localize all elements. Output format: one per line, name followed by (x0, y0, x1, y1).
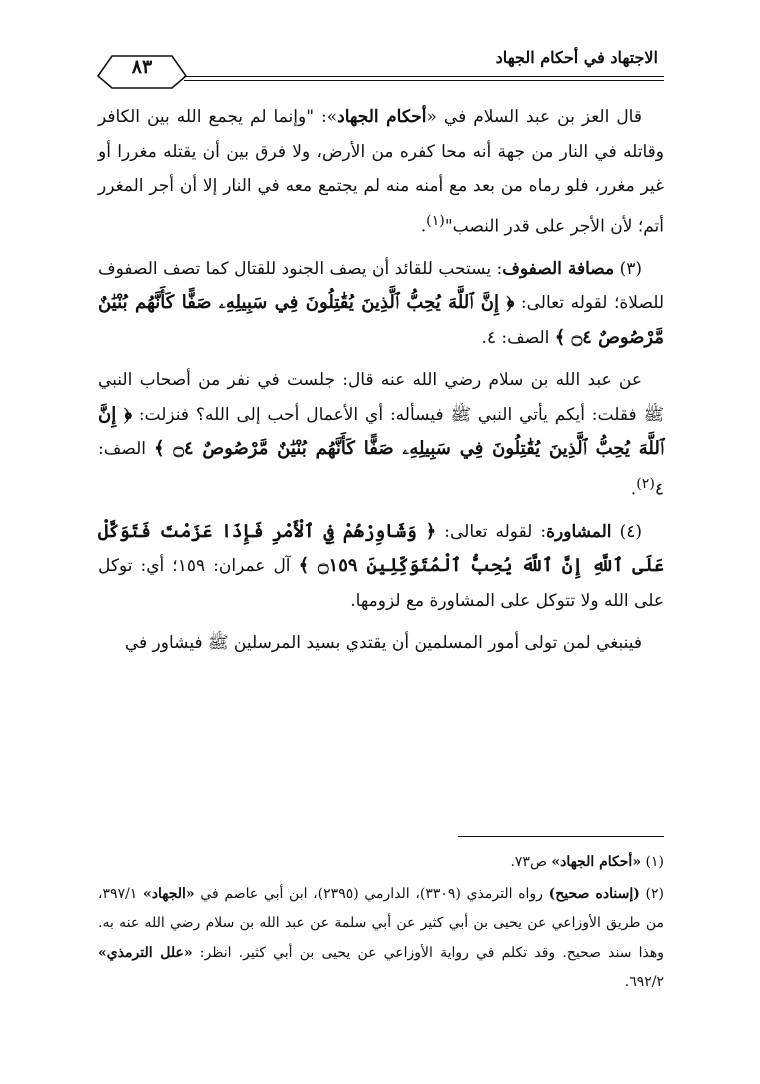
p2-heading: مصافة الصفوف (502, 258, 615, 279)
p2-number: (٣) (619, 258, 642, 279)
fn2-book-b: «علل الترمذي» (98, 944, 193, 961)
p4-number: (٤) (619, 521, 642, 542)
page-number-frame (96, 50, 188, 90)
p2-citation: الصف: ٤. (481, 327, 550, 348)
footnote-separator (458, 836, 664, 837)
footnote-ref-2: (٢) (636, 475, 655, 492)
p2-text: : يستحب للقائد أن يصف الجنود للقتال كما تصف الصفوف للصلاة؛ لقوله تعالى: (98, 258, 664, 314)
paragraph-hadith (98, 363, 664, 507)
p3-citation: الصف: ٤ (98, 439, 664, 500)
fn1-number: (١) (645, 854, 664, 870)
quran-verse-imran: ﴿ وَشَاوِرْهُمْ فِي ٱلْأَمْرِ فَإِذَا عَزَمْتَ فَتَوَكَّلْ عَلَى ٱللَّهِ إِنَّ ٱللَّهَ يُحِبُّ ٱلْمُتَوَكِّلِينَ ۝١٥٩ ﴾ (98, 520, 665, 577)
p4-heading: المشاورة (546, 521, 612, 542)
fn2-status: (إسناده صحيح) (548, 885, 640, 902)
fn2-book-a: «الجهاد» (143, 885, 195, 902)
footnote-2 (98, 880, 664, 998)
fn2-text-c: ٦٩٢/٢. (624, 974, 664, 990)
p3-end: . (630, 479, 637, 500)
paragraph-ranks (98, 252, 664, 356)
fn2-text-a: رواه الترمذي (٣٣٠٩)، الدارمي (٢٣٩٥)، ابن أبي عاصم في (194, 885, 549, 902)
p3-text: عن عبد الله بن سلام رضي الله عنه قال: جلست في نفر من أصحاب النبي ﷺ فقلت: أيكم يأتي النبي ﷺ فيسأله: أي الأعمال أحب إلى الله؟ فنزلت: (98, 370, 664, 425)
fn1-book: «أحكام الجهاد» (551, 854, 642, 870)
p4-text: : لقوله تعالى: (436, 521, 547, 542)
p4-citation: آل عمران: ١٥٩؛ أي: توكل على الله ولا تتوكل على المشاورة مع لزومها. (98, 556, 664, 611)
running-title: الاجتهاد في أحكام الجهاد (495, 48, 658, 67)
p1-lead: قال العز بن عبد السلام في « (426, 107, 642, 127)
paragraph-shura (98, 515, 664, 619)
page-header (96, 36, 664, 86)
fn2-text-b: ٣٩٧/١، من طريق الأوزاعي عن يحيى بن أبي كثير عن أبي سلمة عن عبد الله بن سلام رضي الله عنه به. وهذا سند صحيح. وقد تكلم في رواية الأوزاعي عن يحيى بن أبي كثير. انظر: (98, 885, 664, 961)
p5-text: فينبغي لمن تولى أمور المسلمين أن يقتدي بسيد المرسلين ﷺ فيشاور في (124, 633, 642, 654)
footnotes (98, 848, 664, 1000)
p1-book-title: أحكام الجهاد (337, 107, 427, 127)
p1-end: . (420, 216, 427, 237)
fn1-text: ص٧٣. (510, 854, 552, 870)
header-rule (184, 76, 664, 81)
footnote-1 (98, 848, 664, 878)
paragraph-leaders (98, 626, 664, 661)
main-text (98, 100, 664, 669)
page-number: ٨٣ (131, 56, 153, 78)
quran-verse-saff-2: ﴿ إِنَّ ٱللَّهَ يُحِبُّ ٱلَّذِينَ يُقَٰتِلُونَ فِي سَبِيلِهِۦ صَفًّا كَأَنَّهُم بُنْيَٰنٌ مَّرْصُوصٌ ۝٤ ﴾ (98, 403, 664, 460)
fn2-number: (٢) (645, 885, 665, 902)
footnote-ref-1: (١) (426, 212, 445, 229)
p1-text: »: "وإنما لم يجمع الله بين الكافر وقاتله في النار من جهة أنه محا كفره من الأرض، ولا فرق بين أن يقتله مغررا أو غير مغرر، فلو رماه من بعد مع أمنه منه لم يجتمع معه في النار إلا أن أجر المغرر أتم؛ لأن الأجر على قدر النصب" (98, 107, 664, 237)
quran-verse-saff: ﴿ إِنَّ ٱللَّهَ يُحِبُّ ٱلَّذِينَ يُقَٰتِلُونَ فِي سَبِيلِهِۦ صَفًّا كَأَنَّهُم بُنْيَٰنٌ مَّرْصُوصٌ ۝٤ ﴾ (98, 292, 664, 348)
paragraph-izz (98, 100, 664, 244)
